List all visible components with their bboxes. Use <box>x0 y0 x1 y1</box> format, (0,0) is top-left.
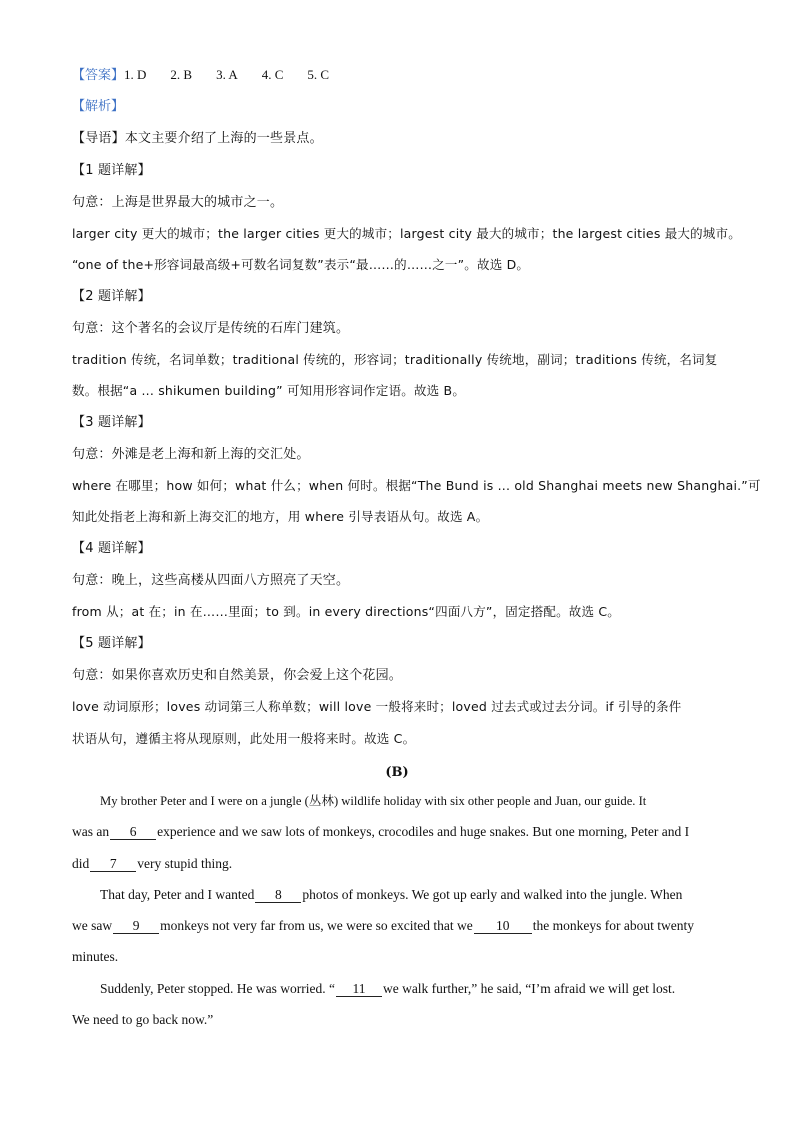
passage-text: monkeys not very far from us, we were so excited that we <box>160 918 473 933</box>
blank-7[interactable]: 7 <box>90 857 136 872</box>
passage-text: did <box>72 856 90 871</box>
intro-text: 本文主要介绍了上海的一些景点。 <box>124 131 323 146</box>
answer-item-1: 1. D <box>124 67 147 82</box>
intro-line <box>72 130 323 148</box>
q4-header: 【4 题详解】 <box>72 541 151 556</box>
blank-8[interactable]: 8 <box>255 888 301 903</box>
q5-line-2: 状语从句，遵循主将从现原则，此处用一般将来时。故选 C。 <box>72 731 416 746</box>
q3-header: 【3 题详解】 <box>72 415 151 430</box>
passage-text: very stupid thing. <box>137 856 233 871</box>
q2-line-2: 数。根据“a ... shikumen building” 可知用形容词作定语。故选 B。 <box>72 383 466 398</box>
passage-text: was an <box>72 824 110 839</box>
answer-item-5: 5. C <box>307 67 330 82</box>
section-b-title: (B) <box>385 765 409 780</box>
answer-item-2: 2. B <box>170 67 193 82</box>
q1-header: 【1 题详解】 <box>72 163 151 178</box>
passage-p2-line-3: minutes. <box>72 949 119 964</box>
passage-text: That day, Peter and I wanted <box>100 887 255 902</box>
answer-label: 【答案】 <box>72 68 125 83</box>
blank-10[interactable]: 10 <box>474 919 532 934</box>
q4-meaning: 句意：晚上，这些高楼从四面八方照亮了天空。 <box>72 573 350 588</box>
passage-p1-line-3 <box>72 855 232 873</box>
q1-meaning: 句意：上海是世界最大的城市之一。 <box>72 195 284 210</box>
passage-p1-line-1: My brother Peter and I were on a jungle (丛林) wildlife holiday with six other people and Juan, our guide. It <box>100 794 647 808</box>
blank-9[interactable]: 9 <box>113 919 159 934</box>
q2-line-1: tradition 传统，名词单数；traditional 传统的，形容词；traditionally 传统地，副词；traditions 传统，名词复 <box>72 352 718 367</box>
q3-line-1: where 在哪里；how 如何；what 什么；when 何时。根据“The Bund is ... old Shanghai meets new Shanghai.”可 <box>72 478 761 493</box>
q5-meaning: 句意：如果你喜欢历史和自然美景，你会爱上这个花园。 <box>72 668 403 683</box>
passage-p2-line-2 <box>72 917 694 935</box>
q4-line-1: from 从；at 在；in 在……里面；to 到。in every directions“四面八方”，固定搭配。故选 C。 <box>72 604 620 619</box>
passage-p3-line-2: We need to go back now.” <box>72 1012 214 1027</box>
q5-line-1: love 动词原形；loves 动词第三人称单数；will love 一般将来时；loved 过去式或过去分词。if 引导的条件 <box>72 699 682 714</box>
analysis-label: 【解析】 <box>72 99 125 114</box>
q2-meaning: 句意：这个著名的会议厅是传统的石库门建筑。 <box>72 321 350 336</box>
q2-header: 【2 题详解】 <box>72 289 151 304</box>
passage-text: the monkeys for about twenty <box>532 918 694 933</box>
answer-item-4: 4. C <box>261 67 284 82</box>
passage-text: experience and we saw lots of monkeys, crocodiles and huge snakes. But one morning, Peter and I <box>157 824 690 839</box>
q3-meaning: 句意：外滩是老上海和新上海的交汇处。 <box>72 447 310 462</box>
q1-line-1: larger city 更大的城市；the larger cities 更大的城市；largest city 最大的城市；the largest cities 最大的城市。 <box>72 226 741 241</box>
intro-label: 【导语】 <box>72 131 125 146</box>
answer-line <box>72 66 353 85</box>
passage-p3-line-1 <box>100 980 675 998</box>
blank-6[interactable]: 6 <box>110 825 156 840</box>
passage-text: Suddenly, Peter stopped. He was worried. “ <box>100 981 335 996</box>
passage-text: we saw <box>72 918 113 933</box>
q3-line-2: 知此处指老上海和新上海交汇的地方，用 where 引导表语从句。故选 A。 <box>72 509 489 524</box>
q1-line-2: “one of the+形容词最高级+可数名词复数”表示“最……的……之一”。故选 D。 <box>72 257 530 272</box>
passage-p2-line-1 <box>100 886 682 904</box>
answer-item-3: 3. A <box>216 67 238 82</box>
passage-p1-line-2 <box>72 823 689 841</box>
passage-text: photos of monkeys. We got up early and walked into the jungle. When <box>302 887 683 902</box>
blank-11[interactable]: 11 <box>336 982 382 997</box>
q5-header: 【5 题详解】 <box>72 636 151 651</box>
passage-text: we walk further,” he said, “I’m afraid we will get lost. <box>382 981 676 996</box>
